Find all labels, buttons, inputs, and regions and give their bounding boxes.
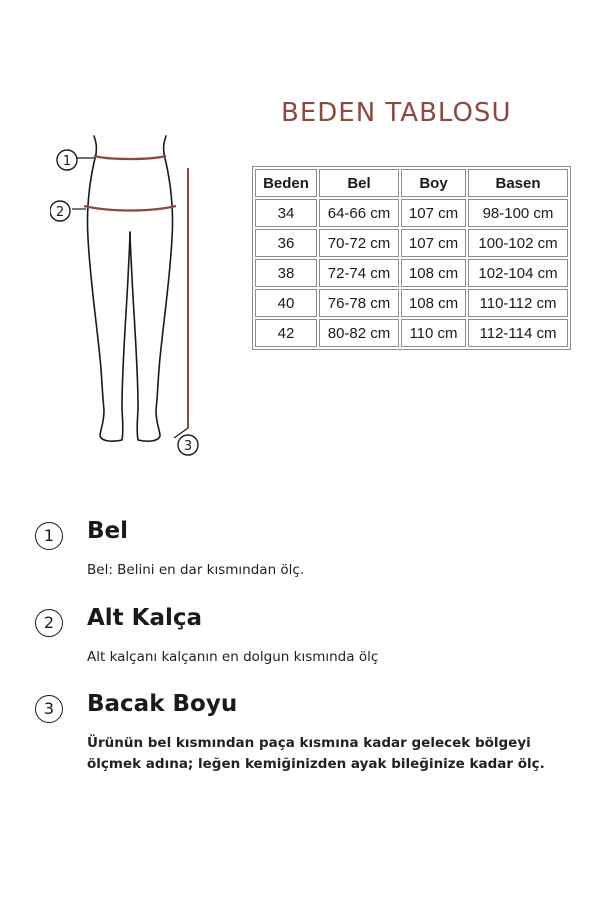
table-row: [255, 319, 568, 347]
section-title-bacak-boyu: Bacak Boyu: [87, 691, 238, 717]
section-number-1: 1: [35, 522, 63, 550]
marker-1-label: 1: [62, 154, 72, 169]
cell-bel: 64-66 cm: [319, 199, 399, 227]
cell-bel: 70-72 cm: [319, 229, 399, 257]
header-bel: Bel: [319, 169, 399, 197]
cell-boy: 110 cm: [401, 319, 466, 347]
header-beden: Beden: [255, 169, 317, 197]
cell-basen: 102-104 cm: [468, 259, 568, 287]
leggings-figure: [50, 128, 210, 464]
section-number-2: 2: [35, 609, 63, 637]
cell-beden: 36: [255, 229, 317, 257]
cell-boy: 107 cm: [401, 229, 466, 257]
header-boy: Boy: [401, 169, 466, 197]
cell-bel: 72-74 cm: [319, 259, 399, 287]
cell-basen: 110-112 cm: [468, 289, 568, 317]
cell-beden: 40: [255, 289, 317, 317]
cell-basen: 112-114 cm: [468, 319, 568, 347]
cell-basen: 100-102 cm: [468, 229, 568, 257]
table-row: [255, 289, 568, 317]
size-table: [252, 166, 571, 350]
cell-bel: 80-82 cm: [319, 319, 399, 347]
table-row: [255, 259, 568, 287]
cell-boy: 108 cm: [401, 289, 466, 317]
section-description-bel: Bel: Belini en dar kısmından ölç.: [87, 562, 305, 578]
leggings-figure-icon: [50, 128, 210, 464]
cell-boy: 107 cm: [401, 199, 466, 227]
marker-2-label: 2: [55, 205, 65, 220]
cell-beden: 38: [255, 259, 317, 287]
cell-beden: 34: [255, 199, 317, 227]
marker-3-label: 3: [183, 439, 193, 454]
table-row: [255, 229, 568, 257]
section-number-3: 3: [35, 695, 63, 723]
waist-measure-line: [94, 156, 166, 159]
section-description-bacak-boyu: Ürünün bel kısmından paça kısmına kadar gelecek bölgeyi ölçmek adına; leğen kemiğinizden ayak bileğinize kadar ölç.: [87, 735, 545, 772]
cell-basen: 98-100 cm: [468, 199, 568, 227]
hip-measure-line: [84, 206, 176, 211]
section-description-alt-kalca: Alt kalçanı kalçanın en dolgun kısmında ölç: [87, 649, 379, 665]
cell-beden: 42: [255, 319, 317, 347]
page-title: BEDEN TABLOSU: [281, 98, 512, 128]
header-basen: Basen: [468, 169, 568, 197]
cell-boy: 108 cm: [401, 259, 466, 287]
cell-bel: 76-78 cm: [319, 289, 399, 317]
section-title-alt-kalca: Alt Kalça: [87, 605, 203, 631]
section-title-bel: Bel: [87, 518, 129, 544]
table-row: [255, 199, 568, 227]
table-header-row: [255, 169, 568, 197]
